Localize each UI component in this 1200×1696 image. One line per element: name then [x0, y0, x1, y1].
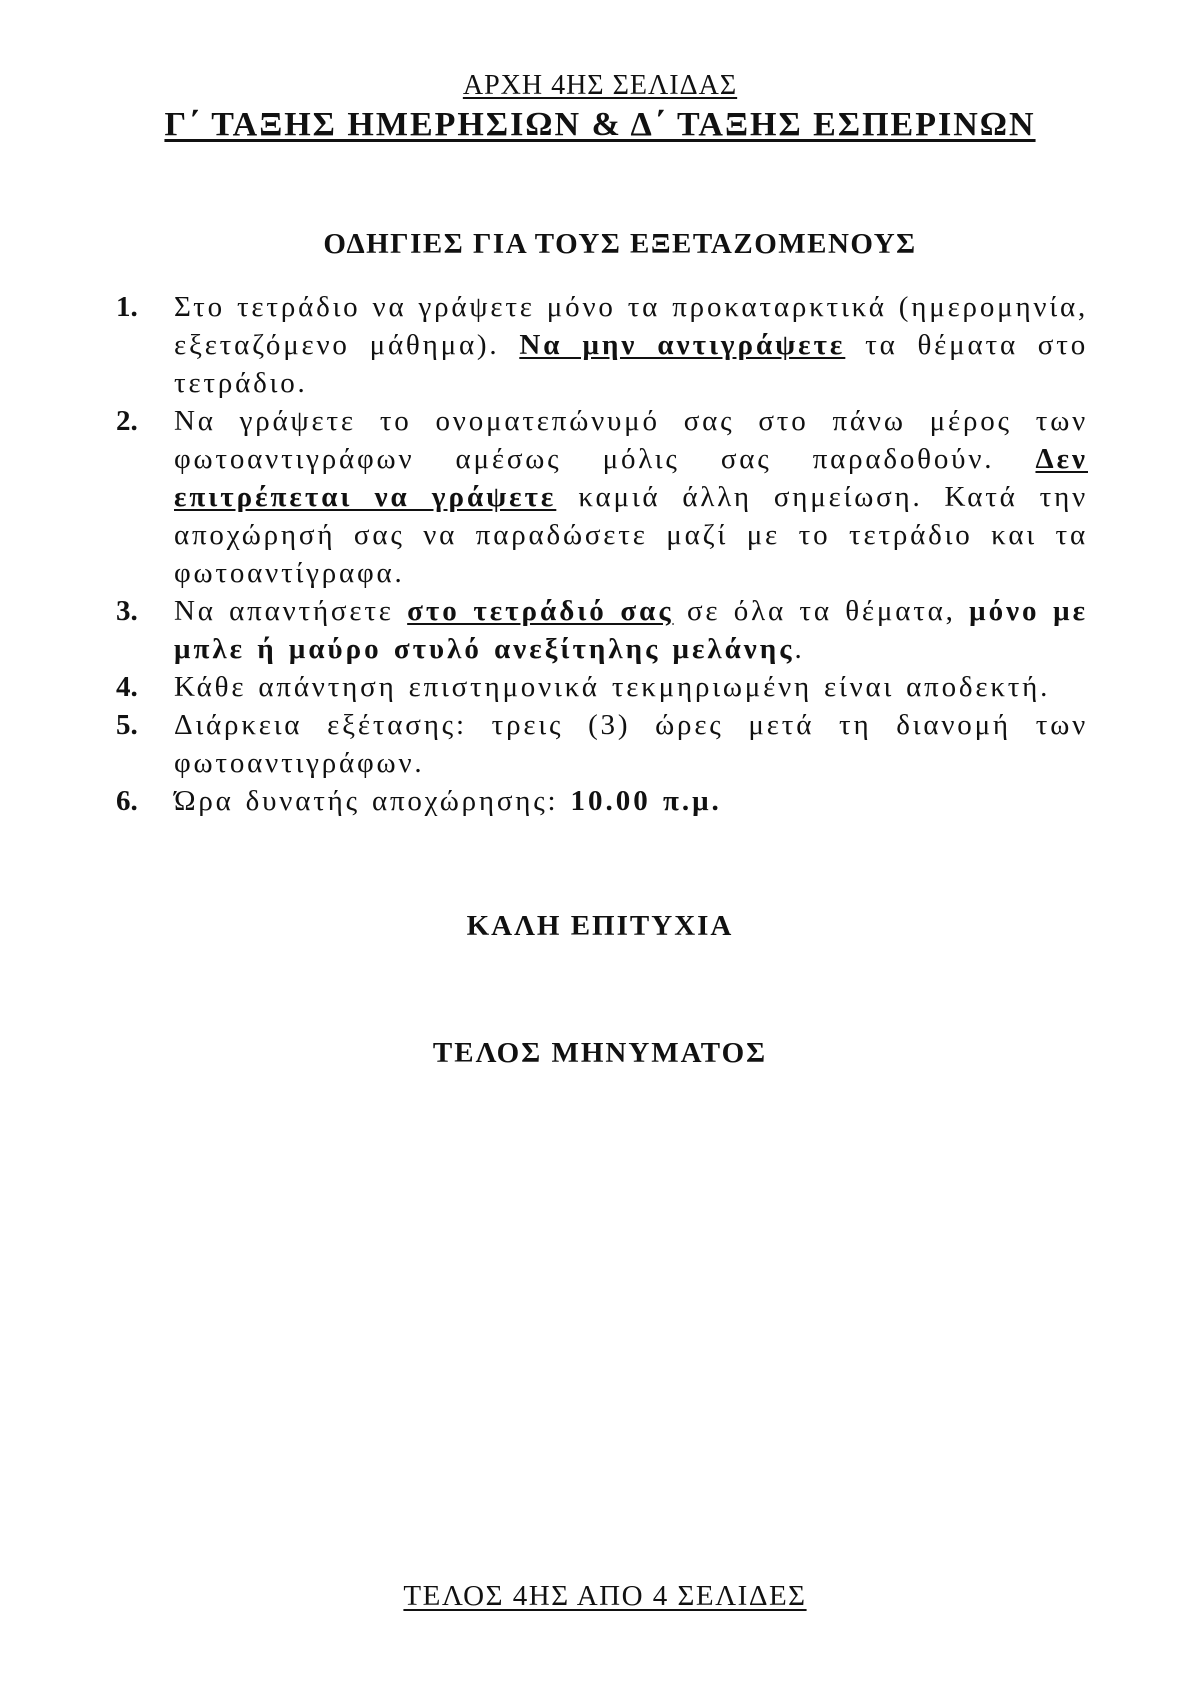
item-text-part: Στο τετράδιο να γράψετε μόνο τα προκαταρκτικά (ημερομηνία, εξεταζόμενο μάθημα).	[174, 291, 1088, 361]
item-text	[174, 288, 1088, 402]
item-emphasis: στο τετράδιό σας	[407, 595, 674, 627]
instruction-item-3	[116, 592, 1088, 668]
instruction-item-2	[116, 402, 1088, 592]
item-emphasis: Δεν επιτρέπεται να γράψετε	[174, 443, 1088, 513]
instruction-item-1	[116, 288, 1088, 402]
item-number: 1.	[116, 291, 138, 323]
end-of-message-text: ΤΕΛΟΣ ΜΗΝΥΜΑΤΟΣ	[432, 1037, 768, 1069]
item-number: 6.	[116, 785, 138, 817]
instruction-item-4	[116, 668, 1088, 706]
item-strong: 10.00 π.μ.	[570, 785, 722, 817]
item-text-part: Να απαντήσετε	[174, 595, 408, 627]
item-number: 4.	[116, 671, 138, 703]
page-end-footer: ΤΕΛΟΣ 4ΗΣ ΑΠΟ 4 ΣΕΛΙΔΕΣ	[403, 1580, 807, 1612]
item-strong: μόνο με μπλε ή μαύρο στυλό ανεξίτηλης μελάνης	[174, 595, 1088, 665]
instruction-item-6	[116, 782, 1088, 820]
item-text-part: σε όλα τα θέματα,	[673, 595, 970, 627]
instructions-title: ΟΔΗΓΙΕΣ ΓΙΑ ΤΟΥΣ ΕΞΕΤΑΖΟΜΕΝΟΥΣ	[323, 228, 917, 260]
item-emphasis: Να μην αντιγράψετε	[519, 329, 846, 361]
item-text	[174, 592, 1088, 668]
item-text-part: Ώρα δυνατής αποχώρησης:	[174, 785, 571, 817]
item-text-part: Να γράψετε το ονοματεπώνυμό σας στο πάνω μέρος των φωτοαντιγράφων αμέσως μόλις σας παραδοθούν.	[174, 405, 1088, 475]
item-text: Διάρκεια εξέτασης: τρεις (3) ώρες μετά τη διανομή των φωτοαντιγράφων.	[174, 709, 1088, 779]
item-number: 5.	[116, 709, 138, 741]
item-text	[174, 782, 1088, 820]
item-text	[174, 402, 1088, 592]
item-number: 2.	[116, 405, 138, 437]
item-text-part: .	[794, 633, 805, 665]
item-text-part: τα θέματα στο τετράδιο.	[174, 329, 1088, 399]
item-text: Κάθε απάντηση επιστημονικά τεκμηριωμένη είναι αποδεκτή.	[174, 671, 1051, 703]
class-title: Γ΄ ΤΑΞΗΣ ΗΜΕΡΗΣΙΩΝ & Δ΄ ΤΑΞΗΣ ΕΣΠΕΡΙΝΩΝ	[164, 106, 1036, 143]
instruction-item-5	[116, 706, 1088, 782]
good-luck-text: ΚΑΛΗ ΕΠΙΤΥΧΙΑ	[466, 910, 734, 942]
instruction-list	[116, 288, 1088, 820]
item-text-part: καμιά άλλη σημείωση. Κατά την αποχώρησή σας να παραδώσετε μαζί με το τετράδιο και τα φωτοαντίγραφα.	[174, 481, 1088, 589]
item-number: 3.	[116, 595, 138, 627]
page-start-header: ΑΡΧΗ 4ΗΣ ΣΕΛΙΔΑΣ	[462, 70, 738, 101]
